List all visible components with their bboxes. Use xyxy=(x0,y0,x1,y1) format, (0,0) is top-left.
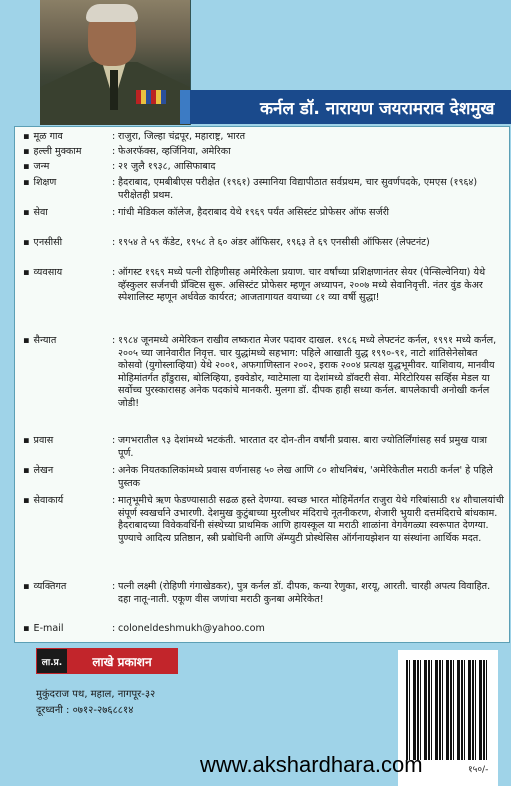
bio-value: : राजुरा, जिल्हा चंद्रपूर, महाराष्ट्र, भारत xyxy=(118,131,504,144)
bio-label: ▪ सेवा xyxy=(23,207,118,220)
medal-ribbons xyxy=(136,90,166,104)
bio-label: ▪ प्रवास xyxy=(23,435,118,448)
publisher-logo-mark: ला.प्र. xyxy=(37,649,67,673)
bio-label: ▪ सेवाकार्य xyxy=(23,495,118,508)
bio-value: : अनेक नियतकालिकांमध्ये प्रवास वर्णनासह ५० लेख आणि ८० शोधनिबंध, 'अमेरिकेतील मराठी कर्नल' हे पहिले पुस्तक xyxy=(118,465,504,490)
author-name: कर्नल डॉ. नारायण जयरामराव देशमुख xyxy=(260,99,495,119)
bio-label: ▪ शिक्षण xyxy=(23,177,118,190)
bio-value: : गांधी मेडिकल कॉलेज, हैदराबाद येथे १९६९ पर्यंत असिस्टंट प्रोफेसर ऑफ सर्जरी xyxy=(118,207,504,220)
header xyxy=(0,0,511,125)
bio-value: : १९५४ ते ५९ कॅडेट, १९५८ ते ६० अंडर ऑफिसर, १९६३ ते ६९ एनसीसी ऑफिसर (लेफ्टनंट) xyxy=(118,237,504,250)
bio-label: ▪ जन्म xyxy=(23,161,118,174)
bio-value: : मातृभूमीचे ऋण फेडण्यासाठी सढळ हस्ते देणग्या. स्वच्छ भारत मोहिमेंतर्गत राजुरा येथे गरिबांसाठी १४ शौचालयांची संपूर्ण स्वखर्चाने उभारणी. देशमुख कुटुंबाच्या मुरलीधर मंदिराचे नूतनीकरण, शेजारी भुयारी दत्तमंदिराचे बांधकाम. हैदराबादच्या विवेकवर्धिनी संस्थेच्या प्राथमिक आणि हायस्कूल या मराठी शाळांना वेगवेगळ्या स्वरूपात देणग्या. पुण्याचे आदित्य प्रतिष्ठान, स्त्री प्रबोधिनी आणि ॲम्प्युटी प्रोस्थेसिस ऑर्गनायझेशन या संस्थांना आर्थिक मदत. xyxy=(118,495,504,545)
bio-label: ▪ व्यवसाय xyxy=(23,267,118,280)
email-value[interactable]: : coloneldeshmukh@yahoo.com xyxy=(118,623,504,636)
bio-value: : पत्नी लक्ष्मी (रोहिणी गंगाखेडकर), पुत्र कर्नल डॉ. दीपक, कन्या रेणुका, शरयू, आरती. चारही अपत्य विवाहित. दहा नातू-नाती. एकूण वीस जणांचा मराठी कुनबा अमेरिकेत! xyxy=(118,581,504,606)
bio-label: ▪ एनसीसी xyxy=(23,237,118,250)
bio-value: : २१ जुलै १९३८, आसिफाबाद xyxy=(118,161,504,174)
bio-label: ▪ E-mail xyxy=(23,623,118,636)
bio-label: ▪ सैन्यात xyxy=(23,335,118,348)
bio-panel xyxy=(14,126,510,643)
price: १५०/- xyxy=(468,765,489,775)
bio-label: ▪ हल्ली मुक्काम xyxy=(23,146,118,159)
bio-value: : १९८४ जूनमध्ये अमेरिकन राखीव लष्करात मेजर पदावर दाखल. १९८६ मध्ये लेफ्टनंट कर्नल, १९९१ मध्ये कर्नल, २००५ च्या जानेवारीत निवृत्त. चार युद्धांमध्ये सहभाग: पहिले आखाती युद्ध १९९०-९१, नाटो शांतिसेनेसोबत कोसवो (युगोस्लाव्हिया) येथे २००१, अफगाणिस्तान २००२, इराक २००४ प्रत्यक्ष युद्धभूमीवर. याशिवाय, मानवीय मोहिमांतर्गत हाँडुरास, बोलिव्हिया, इक्वेडोर, ग्वाटेमाला या देशांमध्ये डॉक्टरी सेवा. मेरिटोरियस सर्व्हिस मेडल या सर्वोच्च पुरस्कारासह अनेक पदकांचे मानकरी. मुलगा डॉ. दीपक हाही सध्या कर्नल. बापलेकाची अनोखी कर्नल जोडी! xyxy=(118,335,504,411)
barcode-bars xyxy=(406,660,490,760)
publisher-address-block xyxy=(36,687,155,719)
bio-label: ▪ लेखन xyxy=(23,465,118,478)
bio-value: : ऑगस्ट १९६९ मध्ये पत्नी रोहिणीसह अमेरिकेला प्रयाण. चार वर्षांच्या प्रशिक्षणानंतर सेयर (पेन्सिल्वेनिया) येथे व्हॅस्कुलर सर्जनची प्रॅक्टिस सुरू. असिस्टंट प्रोफेसर म्हणून अध्यापन, २००७ मध्ये सेवानिवृत्ती. नंतर वुंड केअर स्पेशालिस्ट म्हणून अर्धवेळ कार्यरत; आजतागायत वयाच्या ८१ व्या वर्षी सुद्धा! xyxy=(118,267,504,305)
bio-value: : फेअरफॅक्स, व्हर्जिनिया, अमेरिका xyxy=(118,146,504,159)
bio-value: : हैदराबाद, एमबीबीएस परीक्षेत (१९६१) उस्मानिया विद्यापीठात सर्वप्रथम, चार सुवर्णपदके, एमएस (१९६४) परीक्षेतही प्रथम. xyxy=(118,177,504,202)
website-watermark: www.akshardhara.com xyxy=(200,752,423,777)
bio-value: : जगभरातील ९३ देशांमध्ये भटकंती. भारतात दर दोन-तीन वर्षांनी प्रवास. बारा ज्योतिर्लिंगांसह सर्व प्रमुख यात्रा पूर्ण. xyxy=(118,435,504,460)
bio-label: ▪ मूळ गाव xyxy=(23,131,118,144)
publisher-address: मुकुंदराज पथ, महाल, नागपूर-३२ xyxy=(36,689,156,700)
publisher-name: लाखे प्रकाशन xyxy=(67,649,177,673)
publisher-phone: दूरध्वनी : ०७१२-२७६८८१४ xyxy=(36,705,134,716)
publisher-logo xyxy=(36,648,178,674)
bio-label: ▪ व्यक्तिगत xyxy=(23,581,118,594)
author-photo xyxy=(40,0,191,125)
